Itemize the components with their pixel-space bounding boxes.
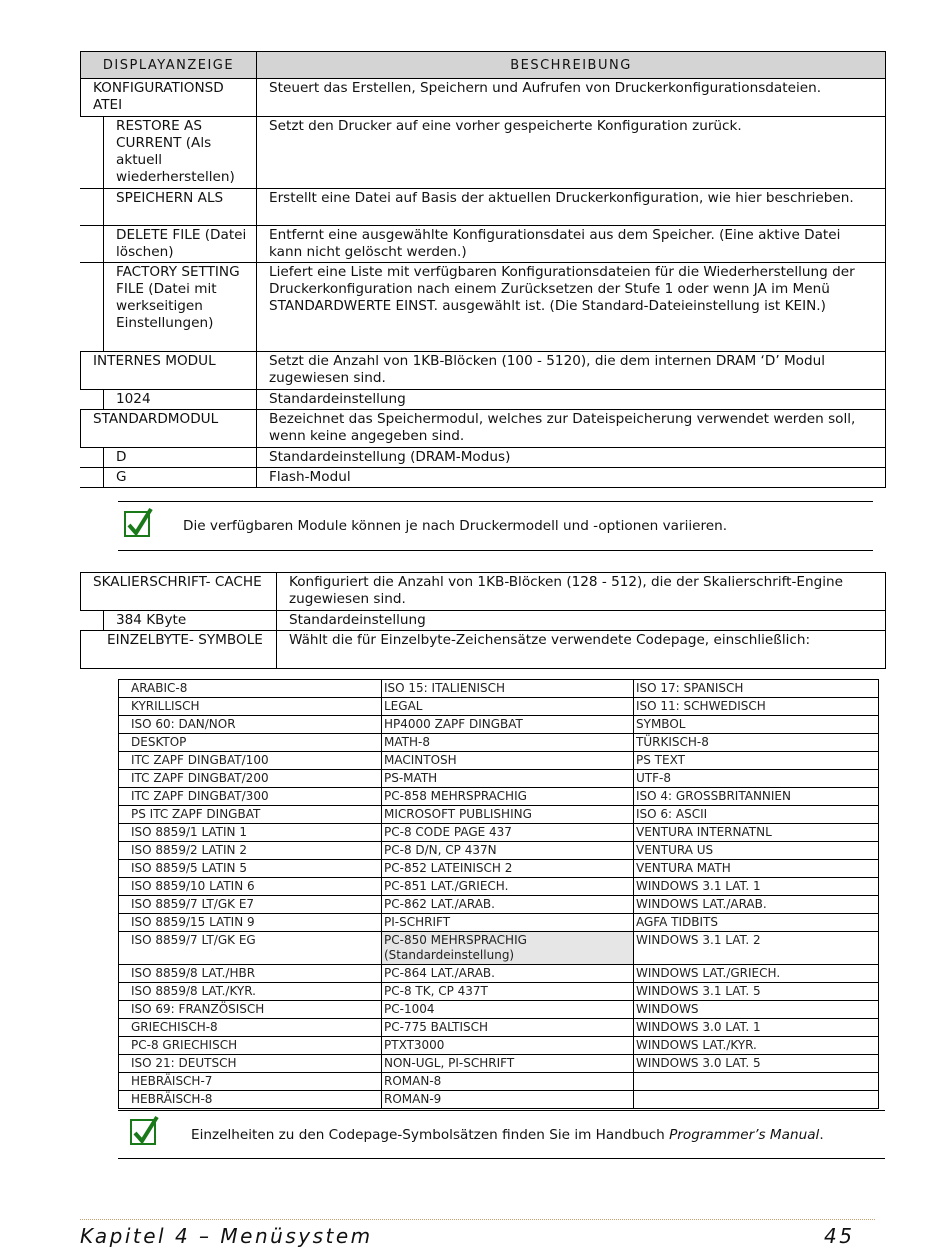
header-displayanzeige: DISPLAYANZEIGE	[81, 52, 257, 79]
codepage-cell: MATH-8	[382, 734, 634, 752]
row-desc: Bezeichnet das Speichermodul, welches zur Dateispeicherung verwendet werden soll, wenn keine angegeben sind.	[257, 410, 886, 448]
codepage-cell: ISO 8859/15 LATIN 9	[119, 914, 382, 932]
row-name: 384 KByte	[116, 612, 187, 628]
table-row	[119, 752, 879, 770]
row-desc: Setzt den Drucker auf eine vorher gespeicherte Konfiguration zurück.	[257, 117, 886, 189]
codepage-cell: SYMBOL	[634, 716, 879, 734]
row-name: KONFIGURATIONSD ATEI	[81, 79, 257, 117]
codepage-cell: ISO 8859/1 LATIN 1	[119, 824, 382, 842]
codepage-cell: ISO 8859/8 LAT./HBR	[119, 965, 382, 983]
codepage-cell: ISO 15: ITALIENISCH	[382, 680, 634, 698]
codepage-cell: NON-UGL, PI-SCHRIFT	[382, 1055, 634, 1073]
table-row	[119, 914, 879, 932]
codepage-cell: MACINTOSH	[382, 752, 634, 770]
table-row	[119, 860, 879, 878]
codepage-cell: ISO 4: GROSSBRITANNIEN	[634, 788, 879, 806]
table-row	[81, 631, 886, 669]
table-row	[119, 770, 879, 788]
codepage-cell: PI-SCHRIFT	[382, 914, 634, 932]
page-number: 45	[824, 1224, 855, 1248]
table-row	[119, 896, 879, 914]
codepage-cell	[634, 1091, 879, 1109]
codepage-cell: HEBRÄISCH-7	[119, 1073, 382, 1091]
codepage-cell: PC-850 MEHRSPRACHIG (Standardeinstellung)	[382, 932, 634, 965]
table-row	[119, 965, 879, 983]
table-row	[119, 1001, 879, 1019]
table-row	[81, 263, 886, 352]
row-name: D	[116, 449, 127, 465]
codepage-cell: WINDOWS 3.1 LAT. 5	[634, 983, 879, 1001]
codepage-cell: WINDOWS LAT./ARAB.	[634, 896, 879, 914]
table-row	[119, 1037, 879, 1055]
row-desc: Setzt die Anzahl von 1KB-Blöcken (100 - 5120), die dem internen DRAM ‘D’ Modul zugewiesen sind.	[257, 352, 886, 390]
codepage-cell: ISO 8859/7 LT/GK EG	[119, 932, 382, 965]
codepage-table	[118, 679, 879, 1109]
table-row	[119, 983, 879, 1001]
codepage-cell: PC-775 BALTISCH	[382, 1019, 634, 1037]
codepage-cell: ROMAN-8	[382, 1073, 634, 1091]
row-desc: Standardeinstellung	[277, 611, 886, 631]
codepage-cell: UTF-8	[634, 770, 879, 788]
note-top-rule	[118, 501, 873, 502]
footer-rule	[80, 1219, 875, 1220]
config-table	[80, 51, 886, 488]
row-desc: Flash-Modul	[257, 468, 886, 488]
codepage-cell: ISO 8859/5 LATIN 5	[119, 860, 382, 878]
codepage-cell: PS ITC ZAPF DINGBAT	[119, 806, 382, 824]
manual-title: Programmer’s Manual	[669, 1127, 820, 1143]
codepage-cell: TÜRKISCH-8	[634, 734, 879, 752]
table-row	[119, 1055, 879, 1073]
codepage-cell: ISO 8859/8 LAT./KYR.	[119, 983, 382, 1001]
row-name: SPEICHERN ALS	[116, 190, 224, 206]
table-row	[81, 468, 886, 488]
table-row	[119, 1073, 879, 1091]
codepage-cell: PTXT3000	[382, 1037, 634, 1055]
codepage-cell: PC-8 D/N, CP 437N	[382, 842, 634, 860]
codepage-cell: VENTURA US	[634, 842, 879, 860]
row-name: STANDARDMODUL	[81, 410, 257, 448]
row-desc: Konfiguriert die Anzahl von 1KB-Blöcken (128 - 512), die der Skalierschrift-Engine zugewiesen sind.	[277, 573, 886, 611]
row-name: FACTORY SETTING FILE (Datei mit werkseitigen Einstellungen)	[116, 264, 240, 331]
table-row	[81, 611, 886, 631]
row-desc: Standardeinstellung	[257, 390, 886, 410]
table-row	[81, 390, 886, 410]
codepage-cell: HEBRÄISCH-8	[119, 1091, 382, 1109]
note-modules: Die verfügbaren Module können je nach Druckermodell und -optionen variieren.	[183, 518, 728, 534]
codepage-cell: PC-862 LAT./ARAB.	[382, 896, 634, 914]
codepage-cell: VENTURA INTERNATNL	[634, 824, 879, 842]
table-row	[81, 573, 886, 611]
codepage-cell: PC-852 LATEINISCH 2	[382, 860, 634, 878]
codepage-cell: PC-8 CODE PAGE 437	[382, 824, 634, 842]
note2-text: Einzelheiten zu den Codepage-Symbolsätzen finden Sie im Handbuch	[191, 1127, 670, 1143]
table-row	[119, 824, 879, 842]
codepage-cell: MICROSOFT PUBLISHING	[382, 806, 634, 824]
codepage-cell: PC-1004	[382, 1001, 634, 1019]
table-row	[119, 716, 879, 734]
codepage-cell: WINDOWS LAT./KYR.	[634, 1037, 879, 1055]
table-row	[81, 448, 886, 468]
codepage-cell: AGFA TIDBITS	[634, 914, 879, 932]
row-desc: Standardeinstellung (DRAM-Modus)	[257, 448, 886, 468]
codepage-cell: WINDOWS	[634, 1001, 879, 1019]
table-row	[81, 226, 886, 263]
codepage-cell: PC-8 GRIECHISCH	[119, 1037, 382, 1055]
codepage-cell: ISO 6: ASCII	[634, 806, 879, 824]
note-codepage-manual	[191, 1127, 824, 1143]
codepage-cell: KYRILLISCH	[119, 698, 382, 716]
row-name: G	[116, 469, 127, 485]
row-desc: Erstellt eine Datei auf Basis der aktuellen Druckerkonfiguration, wie hier beschrieben.	[257, 189, 886, 226]
table-row	[119, 878, 879, 896]
note2-end: .	[819, 1127, 824, 1143]
table-row	[119, 698, 879, 716]
row-name: DELETE FILE (Datei löschen)	[116, 227, 247, 260]
codepage-cell: ISO 8859/2 LATIN 2	[119, 842, 382, 860]
header-beschreibung: BESCHREIBUNG	[257, 52, 886, 79]
codepage-cell: ROMAN-9	[382, 1091, 634, 1109]
note2-bottom-rule	[118, 1158, 885, 1159]
codepage-cell: HP4000 ZAPF DINGBAT	[382, 716, 634, 734]
row-name: SKALIERSCHRIFT- CACHE	[81, 573, 277, 611]
codepage-cell: PS TEXT	[634, 752, 879, 770]
checkmark-icon	[124, 511, 150, 537]
codepage-cell: DESKTOP	[119, 734, 382, 752]
codepage-cell: PC-851 LAT./GRIECH.	[382, 878, 634, 896]
codepage-cell: WINDOWS 3.0 LAT. 5	[634, 1055, 879, 1073]
table-header-row	[81, 52, 886, 79]
table-row	[119, 1091, 879, 1109]
codepage-cell: ISO 69: FRANZÖSISCH	[119, 1001, 382, 1019]
row-desc: Liefert eine Liste mit verfügbaren Konfigurationsdateien für die Wiederherstellung der Druckerkonfiguration nach einem Zurücksetzen der Stufe 1 oder wenn JA im Menü STANDARDWERTE EINST. ausgewählt ist. (Die Standard-Dateieinstellung ist KEIN.)	[257, 263, 886, 352]
row-name: INTERNES MODUL	[81, 352, 257, 390]
row-desc: Steuert das Erstellen, Speichern und Aufrufen von Druckerkonfigurationsdateien.	[257, 79, 886, 117]
codepage-cell: PC-8 TK, CP 437T	[382, 983, 634, 1001]
codepage-cell: PS-MATH	[382, 770, 634, 788]
config-table-2	[80, 572, 886, 669]
codepage-cell: PC-864 LAT./ARAB.	[382, 965, 634, 983]
table-row	[119, 734, 879, 752]
table-row	[119, 680, 879, 698]
codepage-cell: ISO 11: SCHWEDISCH	[634, 698, 879, 716]
codepage-cell: GRIECHISCH-8	[119, 1019, 382, 1037]
codepage-cell: ARABIC-8	[119, 680, 382, 698]
codepage-cell: ISO 60: DAN/NOR	[119, 716, 382, 734]
table-row	[119, 788, 879, 806]
table-row	[81, 79, 886, 117]
row-name: RESTORE AS CURRENT (Als aktuell wiederherstellen)	[116, 118, 235, 185]
codepage-cell: ITC ZAPF DINGBAT/100	[119, 752, 382, 770]
row-desc: Wählt die für Einzelbyte-Zeichensätze verwendete Codepage, einschließlich:	[277, 631, 886, 669]
row-name: EINZELBYTE- SYMBOLE	[107, 632, 263, 648]
codepage-cell: VENTURA MATH	[634, 860, 879, 878]
footer-chapter: Kapitel 4 – Menüsystem	[80, 1224, 373, 1248]
table-row	[119, 932, 879, 965]
table-row	[119, 842, 879, 860]
codepage-cell: ISO 8859/10 LATIN 6	[119, 878, 382, 896]
codepage-cell: ITC ZAPF DINGBAT/300	[119, 788, 382, 806]
codepage-cell: ISO 21: DEUTSCH	[119, 1055, 382, 1073]
codepage-cell: ITC ZAPF DINGBAT/200	[119, 770, 382, 788]
note-bottom-rule	[118, 550, 873, 551]
table-row	[81, 352, 886, 390]
codepage-cell: LEGAL	[382, 698, 634, 716]
codepage-cell: WINDOWS LAT./GRIECH.	[634, 965, 879, 983]
table-row	[81, 117, 886, 189]
codepage-cell: WINDOWS 3.1 LAT. 1	[634, 878, 879, 896]
codepage-cell: WINDOWS 3.0 LAT. 1	[634, 1019, 879, 1037]
table-row	[81, 410, 886, 448]
codepage-cell	[634, 1073, 879, 1091]
codepage-cell: WINDOWS 3.1 LAT. 2	[634, 932, 879, 965]
checkmark-icon	[130, 1119, 156, 1145]
codepage-cell: PC-858 MEHRSPRACHIG	[382, 788, 634, 806]
table-row	[81, 189, 886, 226]
row-name: 1024	[116, 391, 151, 407]
codepage-cell: ISO 8859/7 LT/GK E7	[119, 896, 382, 914]
note2-top-rule	[118, 1110, 885, 1111]
table-row	[119, 1019, 879, 1037]
codepage-cell: ISO 17: SPANISCH	[634, 680, 879, 698]
table-row	[119, 806, 879, 824]
row-desc: Entfernt eine ausgewählte Konfigurationsdatei aus dem Speicher. (Eine aktive Datei kann nicht gelöscht werden.)	[257, 226, 886, 263]
